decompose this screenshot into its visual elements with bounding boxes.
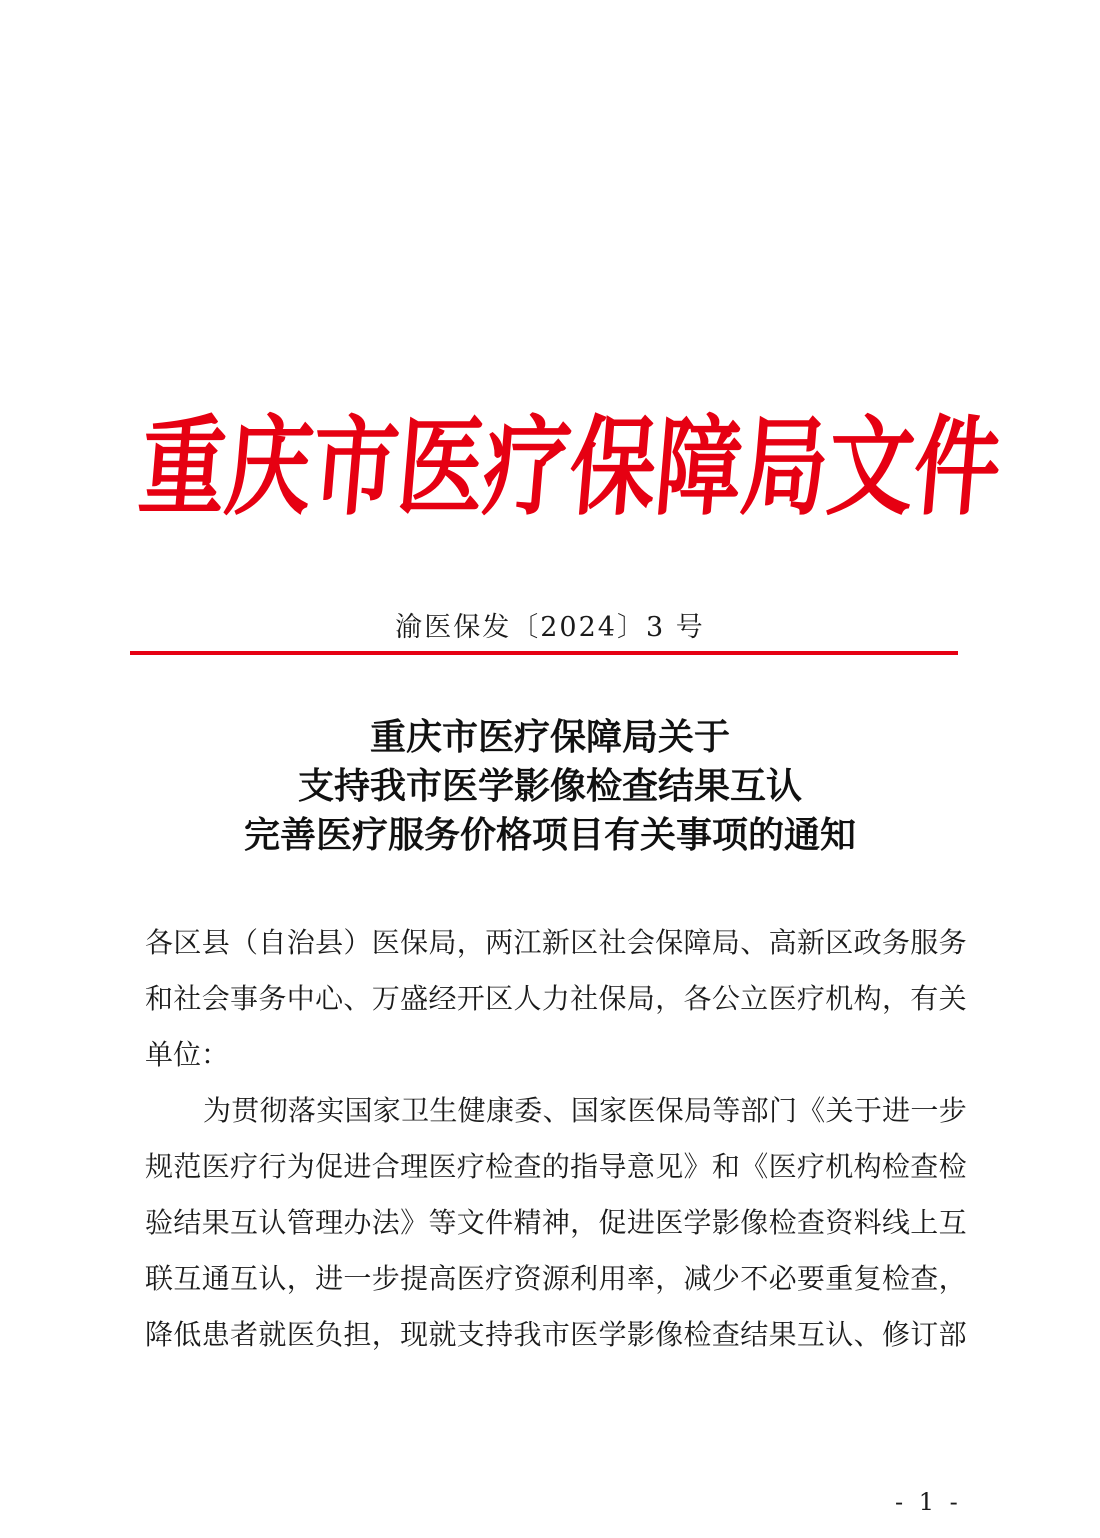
paragraph	[145, 1083, 967, 1363]
document-body	[145, 915, 967, 1363]
paragraph-line: 降 低 患 者 就 医 负 担 ， 现 就 支 持 我 市 医 学 影 像 检 查 结 果 互 认 、 修 订 部	[145, 1318, 967, 1351]
masthead-char: 重	[134, 405, 232, 531]
document-title	[0, 713, 1100, 860]
paragraph-line: 联 互 通 互 认 ， 进 一 步 提 高 医 疗 资 源 利 用 率 ， 减 少 不 必 要 重 复 检 查 ，	[145, 1262, 967, 1295]
title-line-2: 支持我市医学影像检查结果互认	[297, 766, 802, 807]
masthead-char: 保	[564, 405, 662, 531]
masthead-char: 局	[736, 405, 834, 531]
masthead-char: 市	[306, 405, 404, 531]
red-divider-rule	[130, 651, 958, 655]
masthead-char: 医	[392, 405, 490, 531]
document-number: 渝医保发〔2024〕3 号	[395, 612, 705, 643]
salutation-line: 单位：	[145, 1038, 230, 1071]
masthead-char: 件	[908, 405, 1006, 531]
salutation-line: 和 社 会 事 务 中 心 、 万 盛 经 开 区 人 力 社 保 局 ， 各 公 立 医 疗 机 构 ， 有 关	[145, 982, 967, 1015]
title-line-3: 完善医疗服务价格项目有关事项的通知	[243, 815, 856, 856]
paragraph-line: 为 贯 彻 落 实 国 家 卫 生 健 康 委 、 国 家 医 保 局 等 部 门 《 关 于 进 一 步	[203, 1094, 967, 1127]
masthead-char: 文	[822, 405, 920, 531]
page-number: - 1 -	[895, 1488, 962, 1516]
masthead-char: 庆	[220, 405, 318, 531]
salutation	[145, 915, 967, 1083]
masthead-char: 障	[650, 405, 748, 531]
salutation-line: 各 区 县 （ 自 治 县 ） 医 保 局 ， 两 江 新 区 社 会 保 障 局 、 高 新 区 政 务 服 务	[145, 926, 967, 959]
paragraph-line: 规 范 医 疗 行 为 促 进 合 理 医 疗 检 查 的 指 导 意 见 》 和 《 医 疗 机 构 检 查 检	[145, 1150, 967, 1183]
masthead-char: 疗	[478, 405, 576, 531]
document-masthead	[134, 405, 1006, 531]
paragraph-line: 验 结 果 互 认 管 理 办 法 》 等 文 件 精 神 ， 促 进 医 学 影 像 检 查 资 料 线 上 互	[145, 1206, 967, 1239]
title-line-1: 重庆市医疗保障局关于	[369, 717, 730, 758]
